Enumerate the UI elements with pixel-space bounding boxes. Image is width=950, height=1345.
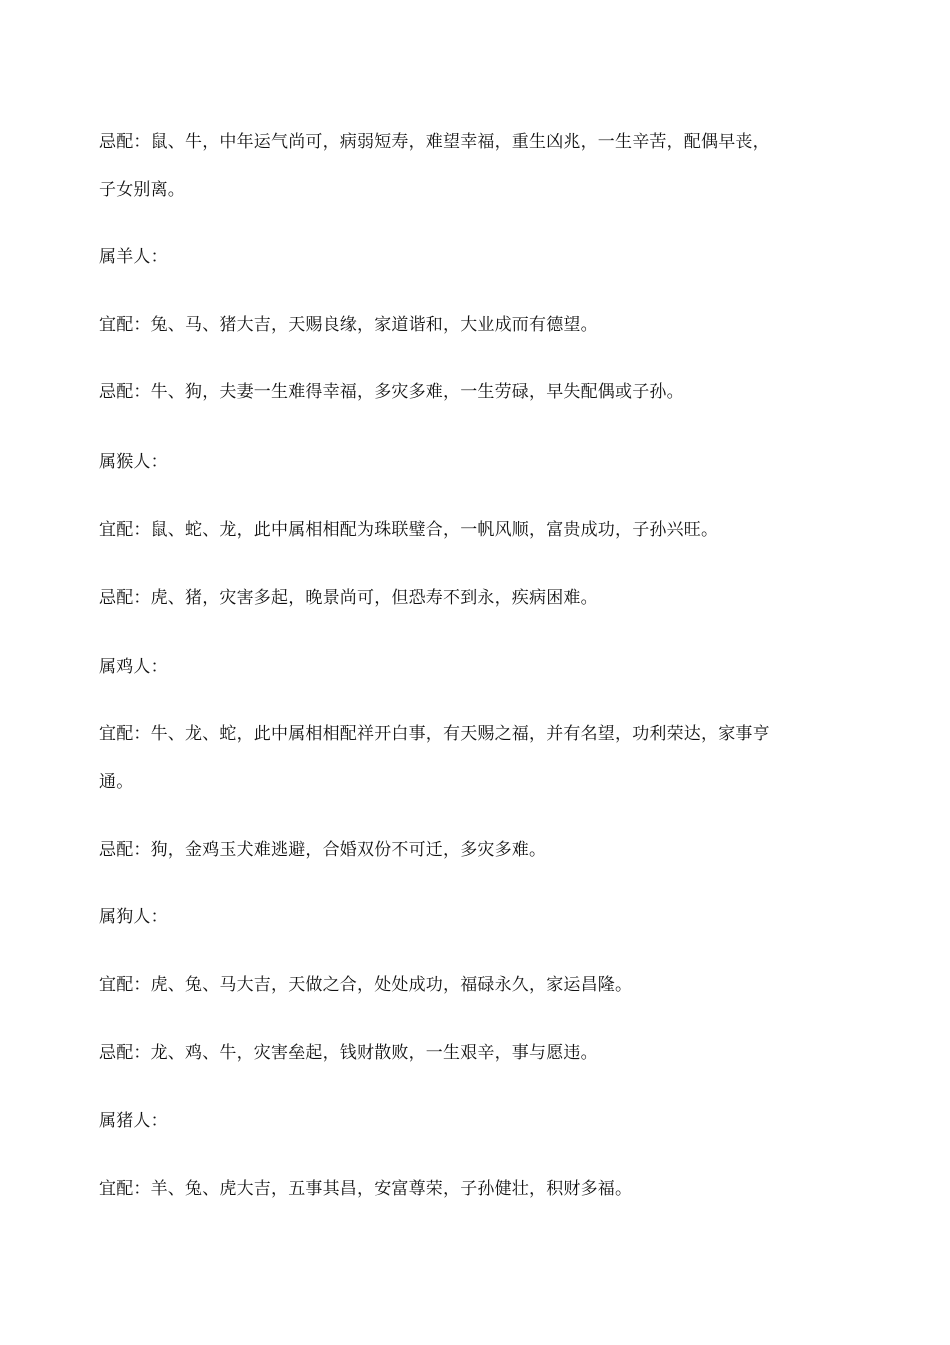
heading-pig: 属猪人： xyxy=(99,1111,168,1131)
heading-monkey: 属猴人： xyxy=(99,452,168,472)
text-line-goat-suitable: 宜配：兔、马、猪大吉，天赐良缘，家道谐和，大业成而有德望。 xyxy=(99,315,598,335)
text-line-rooster-avoid: 忌配：狗，金鸡玉犬难逃避，合婚双份不可迁，多灾多难。 xyxy=(99,840,547,860)
heading-rooster: 属鸡人： xyxy=(99,657,168,677)
text-line-monkey-avoid: 忌配：虎、猪，灾害多起，晚景尚可，但恐寿不到永，疾病困难。 xyxy=(99,588,598,608)
heading-dog: 属狗人： xyxy=(99,907,168,927)
text-line-goat-avoid: 忌配：牛、狗，夫妻一生难得幸福，多灾多难，一生劳碌，早失配偶或子孙。 xyxy=(99,382,684,402)
text-line-continuation: 子女别离。 xyxy=(99,180,185,200)
text-line-pig-suitable: 宜配：羊、兔、虎大吉，五事其昌，安富尊荣，子孙健壮，积财多福。 xyxy=(99,1179,633,1199)
text-line-dog-suitable: 宜配：虎、兔、马大吉，天做之合，处处成功，福碌永久，家运昌隆。 xyxy=(99,975,633,995)
text-line-rat-ox-avoid: 忌配：鼠、牛，中年运气尚可，病弱短寿，难望幸福，重生凶兆，一生辛苦，配偶早丧， xyxy=(99,132,770,152)
text-line-continuation: 通。 xyxy=(99,772,134,792)
text-line-rooster-suitable: 宜配：牛、龙、蛇，此中属相相配祥开白事，有天赐之福，并有名望，功利荣达，家事亨 xyxy=(99,724,770,744)
text-line-monkey-suitable: 宜配：鼠、蛇、龙，此中属相相配为珠联璧合，一帆风顺，富贵成功，子孙兴旺。 xyxy=(99,520,719,540)
text-line-dog-avoid: 忌配：龙、鸡、牛，灾害垒起，钱财散败，一生艰辛，事与愿违。 xyxy=(99,1043,598,1063)
heading-goat: 属羊人： xyxy=(99,247,168,267)
